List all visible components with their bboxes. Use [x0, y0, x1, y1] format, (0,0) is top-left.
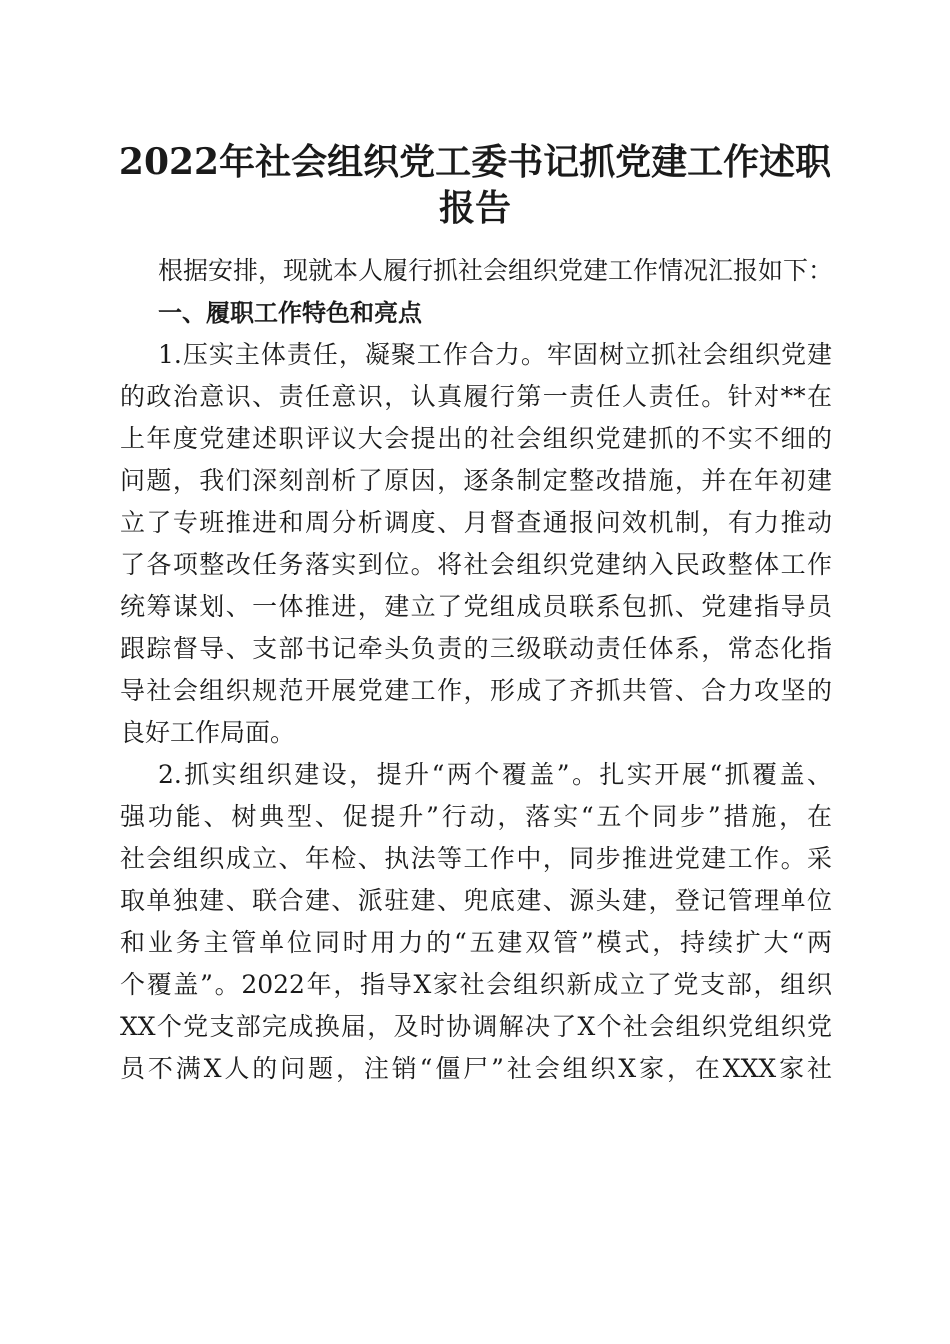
paragraph-line: 了各项整改任务落实到位。将社会组织党建纳入民政整体工作: [120, 550, 832, 579]
paragraph-line: 问题，我们深刻剖析了原因，逐条制定整改措施，并在年初建: [120, 466, 832, 495]
paragraph-line: 立了专班推进和周分析调度、月督查通报问效机制，有力推动: [120, 508, 832, 537]
section-heading: 一、履职工作特色和亮点: [158, 299, 422, 327]
paragraph-1: [120, 334, 832, 754]
paragraph-2: [120, 754, 832, 1090]
paragraph-line: XX个党支部完成换届，及时协调解决了X个社会组织党组织党: [120, 1012, 832, 1041]
document-title-line-2: 报告: [438, 187, 511, 229]
paragraph-line: 和业务主管单位同时用力的“五建双管”模式，持续扩大“两: [120, 928, 832, 957]
paragraph-line: 导社会组织规范开展党建工作，形成了齐抓共管、合力攻坚的: [120, 676, 832, 705]
paragraph-line: 的政治意识、责任意识，认真履行第一责任人责任。针对**在: [120, 382, 832, 411]
document-title-line-1: 2022年社会组织党工委书记抓党建工作述职: [118, 141, 832, 183]
paragraph-line: 2.抓实组织建设，提升“两个覆盖”。扎实开展“抓覆盖、: [158, 760, 832, 789]
document-body: [120, 250, 832, 1090]
paragraph-line: 取单独建、联合建、派驻建、兜底建、源头建，登记管理单位: [120, 886, 832, 915]
paragraph-line: 社会组织成立、年检、执法等工作中，同步推进党建工作。采: [120, 844, 832, 873]
paragraph-line: 上年度党建述职评议大会提出的社会组织党建抓的不实不细的: [120, 424, 832, 453]
paragraph-line: 1.压实主体责任，凝聚工作合力。牢固树立抓社会组织党建: [158, 340, 832, 369]
intro-paragraph: 根据安排，现就本人履行抓社会组织党建工作情况汇报如下：: [158, 256, 834, 285]
paragraph-line: 统筹谋划、一体推进，建立了党组成员联系包抓、党建指导员: [120, 592, 832, 621]
paragraph-line: 个覆盖”。2022年，指导X家社会组织新成立了党支部，组织: [120, 970, 832, 999]
paragraph-line: 强功能、树典型、促提升”行动，落实“五个同步”措施，在: [120, 802, 832, 831]
paragraph-line: 良好工作局面。: [120, 718, 296, 747]
paragraph-line: 员不满X人的问题，注销“僵尸”社会组织X家，在XXX家社: [120, 1054, 832, 1083]
paragraph-line: 跟踪督导、支部书记牵头负责的三级联动责任体系，常态化指: [120, 634, 832, 663]
